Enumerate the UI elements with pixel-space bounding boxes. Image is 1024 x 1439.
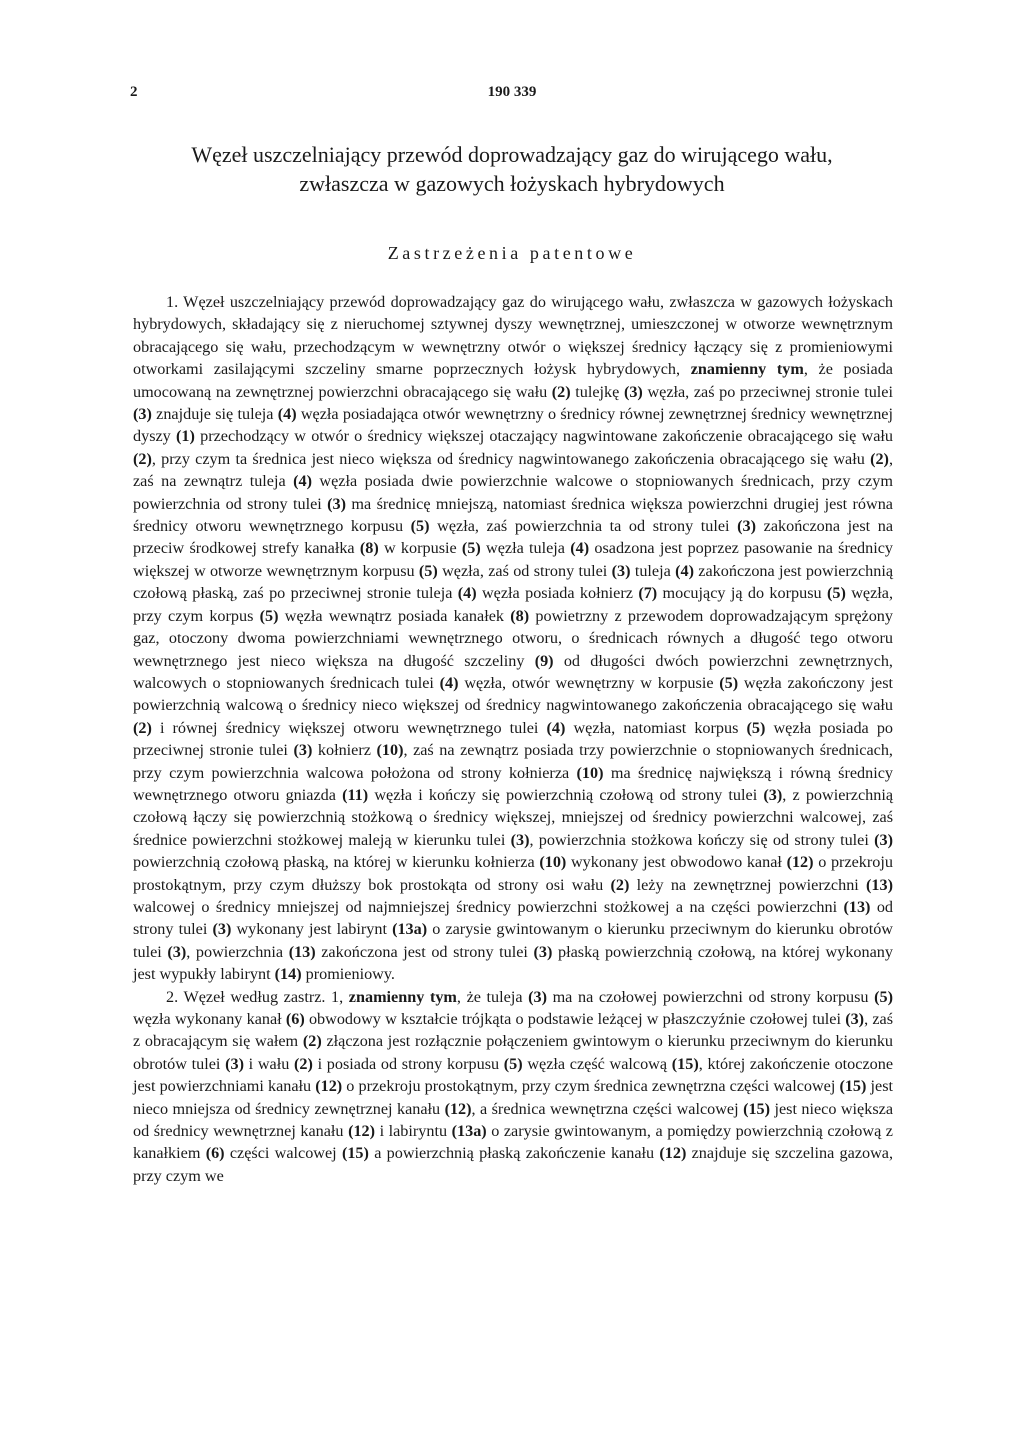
claim-text: a powierzchnią płaską zakończenie kanału <box>368 1144 660 1163</box>
reference-numeral: (3) <box>212 920 232 939</box>
claim-text: kołnierz <box>312 741 377 760</box>
reference-numeral: (2) <box>133 718 152 737</box>
claim-text: znajduje się szczelina gazowa, przy czym we <box>133 1144 894 1185</box>
claim-text: węzła, zaś powierzchnia ta od strony tulei <box>429 517 738 536</box>
claim-text: , zaś na zewnątrz tuleja <box>133 449 893 491</box>
reference-numeral: (4) <box>457 584 477 603</box>
title-line-1: Węzeł uszczelniający przewód doprowadzający gaz do wirującego wału, <box>191 142 833 167</box>
claim-text: i równej średnicy większej otworu wewnętrznego tulei <box>151 718 547 737</box>
claim-text: zakończona jest powierzchnią czołową płaską, zaś po przeciwnej stronie tuleja <box>133 561 894 603</box>
reference-numeral: (1) <box>176 427 195 446</box>
claim-text: węzła i kończy się powierzchnią czołową od strony tulei <box>368 785 764 804</box>
reference-numeral: (13) <box>843 897 871 916</box>
reference-numeral: (11) <box>342 785 369 804</box>
claim-text: 2. Węzeł według zastrz. 1, <box>166 987 349 1006</box>
reference-numeral: (5) <box>259 606 279 625</box>
claim-text: o przekroju prostokątnym, przy czym średnica zewnętrzna części walcowej <box>342 1077 840 1096</box>
reference-numeral: (5) <box>410 517 430 536</box>
claim-text: węzła, otwór wewnętrzny w korpusie <box>458 673 720 692</box>
reference-numeral: (15) <box>341 1144 369 1163</box>
reference-numeral: (4) <box>293 472 312 491</box>
claim-text: mocujący ją do korpusu <box>657 584 827 603</box>
reference-numeral: (10) <box>376 741 404 760</box>
reference-numeral: (4) <box>277 405 297 424</box>
claim-text: i posiada od strony korpusu <box>312 1054 504 1073</box>
claim-text: jest nieco większa od średnicy wewnętrznej kanału <box>133 1099 894 1141</box>
document-number: 190 339 <box>487 84 537 100</box>
claim-text: od strony tulei <box>133 897 894 939</box>
reference-numeral: (3) <box>327 494 347 513</box>
claim-text: przechodzący w otwór o średnicy większej otaczający nagwintowane zakończenie obracającego się wału <box>194 427 894 446</box>
claim-text: złączona jest rozłącznie połączeniem gwintowym o kierunku przeciwnym do kierunku obrotów tulei <box>133 1032 894 1073</box>
claims-heading: Zastrzeżenia patentowe <box>387 243 637 263</box>
claim-text: , powierzchnia stożkowa kończy się od strony tulei <box>529 830 875 849</box>
reference-numeral: (3) <box>737 517 757 536</box>
claim-text: węzła posiadająca otwór wewnętrzny o średnicy równej zewnętrznej średnicy wewnętrznej dyszy <box>133 405 893 446</box>
claim-text: ma średnicę mniejszą, natomiast średnica większa powierzchni drugiej jest równa średnicy otworu wewnętrznego korpusu <box>133 494 893 536</box>
reference-numeral: (3) <box>133 405 152 424</box>
claim-text: , której zakończenie otoczone jest powierzchniami kanału <box>133 1054 893 1096</box>
claim-text: , z powierzchnią czołową łączy się powierzchnią stożkową o średnicy większej, mniejszej od średnicy powierzchni walcowej, zaś średnice powierzchni stożkowej maleją w kierunku tulei <box>133 785 894 849</box>
claim-text: węzła posiada po przeciwnej stronie tulei <box>133 718 894 760</box>
claim-text: leży na zewnętrznej powierzchni <box>629 875 867 894</box>
reference-numeral: (2) <box>610 875 630 894</box>
reference-numeral: (2) <box>551 382 571 401</box>
claim-text: , a średnica wewnętrzna części walcowej <box>471 1099 744 1118</box>
claim-text: węzła tuleja <box>480 539 571 558</box>
reference-numeral: (13a) <box>392 920 428 939</box>
claim-text: od długości dwóch powierzchni zewnętrznych, walcowych o stopniowanych średnicach tulei <box>133 651 893 692</box>
reference-numeral: (5) <box>826 584 846 603</box>
claim-text: węzła, natomiast korpus <box>565 718 747 737</box>
reference-numeral: (14) <box>274 965 302 984</box>
claim-text: wykonany jest obwodowo kanał <box>566 853 787 872</box>
claim-text: jest nieco mniejsza od średnicy zewnętrznej kanału <box>133 1077 894 1118</box>
title-line-2: zwłaszcza w gazowych łożyskach hybrydowych <box>299 171 725 196</box>
reference-numeral: (12) <box>786 853 814 872</box>
claim-text: promieniowy. <box>301 965 395 984</box>
reference-numeral: (3) <box>167 942 187 961</box>
claim-text: o przekroju prostokątnym, przy czym dłuższy bok prostokąta od strony osi wału <box>133 853 893 894</box>
reference-numeral: (4) <box>439 673 459 692</box>
claim-text: 1. Węzeł uszczelniający przewód doprowadzający gaz do wirującego wału, zwłaszcza w gazowych łożyskach hybrydowych, składający się z nieruchomej sztywnej dyszy wewnętrznej, umieszczonej w otworze wewnętrznym obracającego się wału, przechodzącym w wewnętrzny otwór o większej średnicy łączący się z promieniowymi otworkami zasilającymi szczeliny smarne poprzecznych łożysk hybrydowych, <box>133 293 893 379</box>
claim-text: zakończona jest na przeciw środkowej strefy kanałka <box>133 517 893 558</box>
claim-text: , zaś z obracającym się wałem <box>133 1010 894 1051</box>
reference-numeral: (13) <box>866 875 893 894</box>
reference-numeral: (10) <box>576 763 604 782</box>
claim-text: węzła, zaś po przeciwnej stronie tulei <box>642 382 893 401</box>
claim-text: części walcowej <box>224 1144 342 1163</box>
claim-text: ma na czołowej powierzchni od strony korpusu <box>546 987 875 1006</box>
reference-numeral: (3) <box>533 942 553 961</box>
claim-text: węzła, przy czym korpus <box>133 584 893 625</box>
reference-numeral: (4) <box>570 539 590 558</box>
claim-text: węzła posiada kołnierz <box>476 584 639 603</box>
reference-numeral: (3) <box>528 987 547 1006</box>
claim-text: tulejkę <box>570 382 624 401</box>
document-title <box>0 140 1024 198</box>
claim-text: , przy czym ta średnica jest nieco większa od średnicy nagwintowanego zakończenia obracającego się wału <box>151 449 871 468</box>
claim-text: wykonany jest labirynt <box>231 920 393 939</box>
claim-text: węzła zakończony jest powierzchnią walcową o średnicy nieco większej od średnicy nagwintowanego zakończenia obracającego się wału <box>133 673 893 715</box>
reference-numeral: (6) <box>285 1010 305 1028</box>
claim-text: tuleja <box>630 561 676 580</box>
claim-text: węzła część walcową <box>522 1054 672 1073</box>
reference-numeral: (5) <box>874 987 893 1006</box>
claim-text: płaską powierzchnią czołową, na której wykonany jest wypukły labirynt <box>133 942 893 984</box>
reference-numeral: (2) <box>870 449 889 468</box>
claim-text: węzła, zaś od strony tulei <box>437 561 612 580</box>
claim-text: węzła wewnątrz posiada kanałek <box>278 606 511 625</box>
claim-text: i labiryntu <box>375 1122 452 1141</box>
reference-numeral: (9) <box>534 651 554 670</box>
reference-numeral: (10) <box>539 853 567 872</box>
reference-numeral: znamienny tym <box>348 987 457 1006</box>
claim-text: , zaś na zewnątrz posiada trzy powierzchnie o stopniowanych średnicach, przy czym powierzchnia walcowa położona od strony kołnierza <box>133 741 893 782</box>
reference-numeral: (12) <box>659 1144 687 1163</box>
reference-numeral: (5) <box>461 539 481 558</box>
claims-body <box>133 291 893 1187</box>
claim-text: osadzona jest poprzez pasowanie na średnicy większej w otworze wewnętrznym korpusu <box>133 539 893 580</box>
page-number: 2 <box>130 84 138 100</box>
claim-text: i wału <box>243 1054 295 1073</box>
claim-text: węzła wykonany kanał <box>133 1010 286 1028</box>
reference-numeral: (4) <box>546 718 566 737</box>
reference-numeral: (5) <box>746 718 766 737</box>
claim-text: znajduje się tuleja <box>151 405 278 424</box>
claim-text: ma średnicę największą i równą średnicy wewnętrznego otworu gniazda <box>133 763 893 804</box>
reference-numeral: (7) <box>638 584 658 603</box>
reference-numeral: (3) <box>874 830 894 849</box>
reference-numeral: (3) <box>225 1054 244 1073</box>
reference-numeral: (13) <box>288 942 316 961</box>
claim-text: powietrzny z przewodem doprowadzającym sprężony gaz, otoczony dwoma powierzchniami wewnętrznego otworu, o średnicach równych a długość tego otworu wewnętrznego jest nieco większa na długość szczeliny <box>133 606 893 670</box>
reference-numeral: (8) <box>359 539 379 558</box>
reference-numeral: (3) <box>611 561 631 580</box>
reference-numeral: (3) <box>763 785 783 804</box>
claim-text: w korpusie <box>378 539 462 558</box>
reference-numeral: (3) <box>623 382 643 401</box>
claim-text: obwodowy w kształcie trójkąta o podstawie leżącej w płaszczyźnie czołowej tulei <box>304 1010 846 1028</box>
reference-numeral: (15) <box>671 1054 699 1073</box>
reference-numeral: (4) <box>675 561 694 580</box>
reference-numeral: (15) <box>839 1077 867 1096</box>
claim-text: walcowej o średnicy mniejszej od najmniejszej średnicy powierzchni stożkowej a na części powierzchni <box>133 897 844 916</box>
reference-numeral: (12) <box>444 1099 472 1118</box>
reference-numeral: (5) <box>418 561 438 580</box>
reference-numeral: (3) <box>510 830 530 849</box>
reference-numeral: znamienny tym <box>690 360 804 379</box>
claim-1 <box>133 291 893 986</box>
claim-text: , powierzchnia <box>186 942 289 961</box>
reference-numeral: (2) <box>294 1054 313 1073</box>
claim-text: węzła posiada dwie powierzchnie walcowe o stopniowanych średnicach, przy czym powierzchnia od strony tulei <box>133 472 893 513</box>
reference-numeral: (12) <box>348 1122 376 1141</box>
claim-text: o zarysie gwintowanym, a pomiędzy powierzchnią czołową z kanałkiem <box>133 1122 893 1163</box>
reference-numeral: (3) <box>845 1010 865 1028</box>
claim-text: o zarysie gwintowanym o kierunku przeciwnym do kierunku obrotów tulei <box>133 920 893 961</box>
claim-text: , że tuleja <box>456 987 529 1006</box>
claim-text: powierzchnią czołową płaską, na której w kierunku kołnierza <box>133 853 540 872</box>
reference-numeral: (12) <box>315 1077 343 1096</box>
claim-text: , że posiada umocowaną na zewnętrznej powierzchni obracającego się wału <box>133 360 893 401</box>
claim-2 <box>133 986 893 1188</box>
claim-text: zakończona jest od strony tulei <box>315 942 534 961</box>
reference-numeral: (6) <box>205 1144 225 1163</box>
reference-numeral: (5) <box>719 673 739 692</box>
reference-numeral: (5) <box>503 1054 523 1073</box>
reference-numeral: (8) <box>510 606 530 625</box>
reference-numeral: (2) <box>133 449 152 468</box>
reference-numeral: (2) <box>302 1032 322 1051</box>
reference-numeral: (3) <box>293 741 313 760</box>
reference-numeral: (13a) <box>451 1122 487 1141</box>
reference-numeral: (15) <box>743 1099 771 1118</box>
